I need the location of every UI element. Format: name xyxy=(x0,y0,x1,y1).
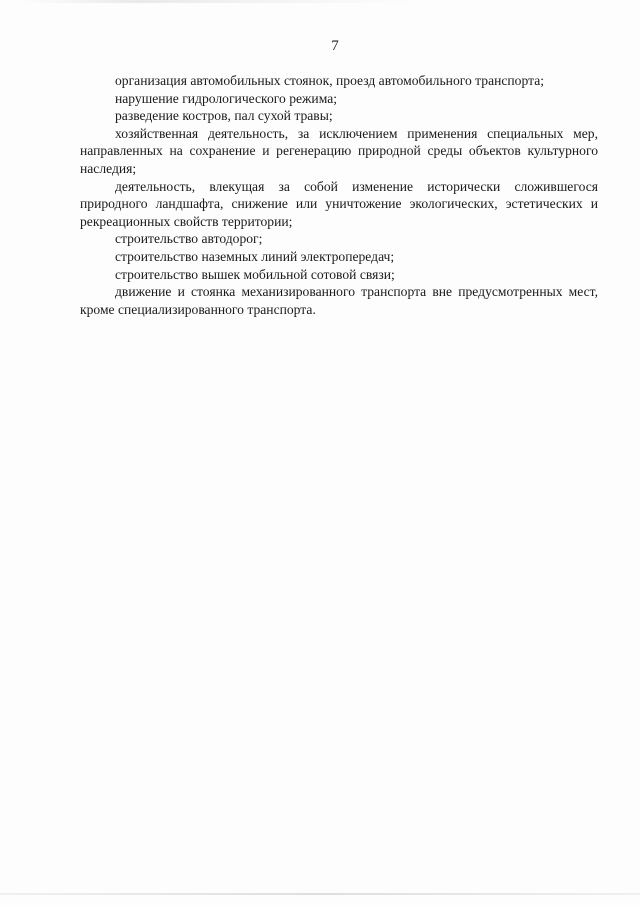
paragraph-economic-activity: хозяйственная деятельность, за исключением применения специальных мер, направленных на сохранение и регенерацию природной среды объектов культурного наследия; xyxy=(80,125,598,176)
paragraph-hydrology: нарушение гидрологического режима; xyxy=(115,90,338,106)
scan-edge-bottom xyxy=(0,893,640,895)
paragraph-landscape-change: деятельность, влекущая за собой изменение исторически сложившегося природного ландшафта, снижение или уничтожение экологических, эстетических и рекреационных свойств территории; xyxy=(80,178,598,229)
paragraph-power-lines: строительство наземных линий электропередач; xyxy=(115,248,395,264)
paragraph-road-construction: строительство автодорог; xyxy=(115,231,263,247)
paragraph-cell-towers: строительство вышек мобильной сотовой связи; xyxy=(115,266,395,282)
paragraph-vehicle-traffic: движение и стоянка механизированного транспорта вне предусмотренных мест, кроме специализированного транспорта. xyxy=(80,284,598,317)
paragraph-parking: организация автомобильных стоянок, проезд автомобильного транспорта; xyxy=(115,73,545,88)
paragraph-fires: разведение костров, пал сухой травы; xyxy=(115,108,333,124)
page-number: 7 xyxy=(331,38,339,54)
scan-edge-top xyxy=(20,0,420,3)
document-body xyxy=(80,72,598,318)
